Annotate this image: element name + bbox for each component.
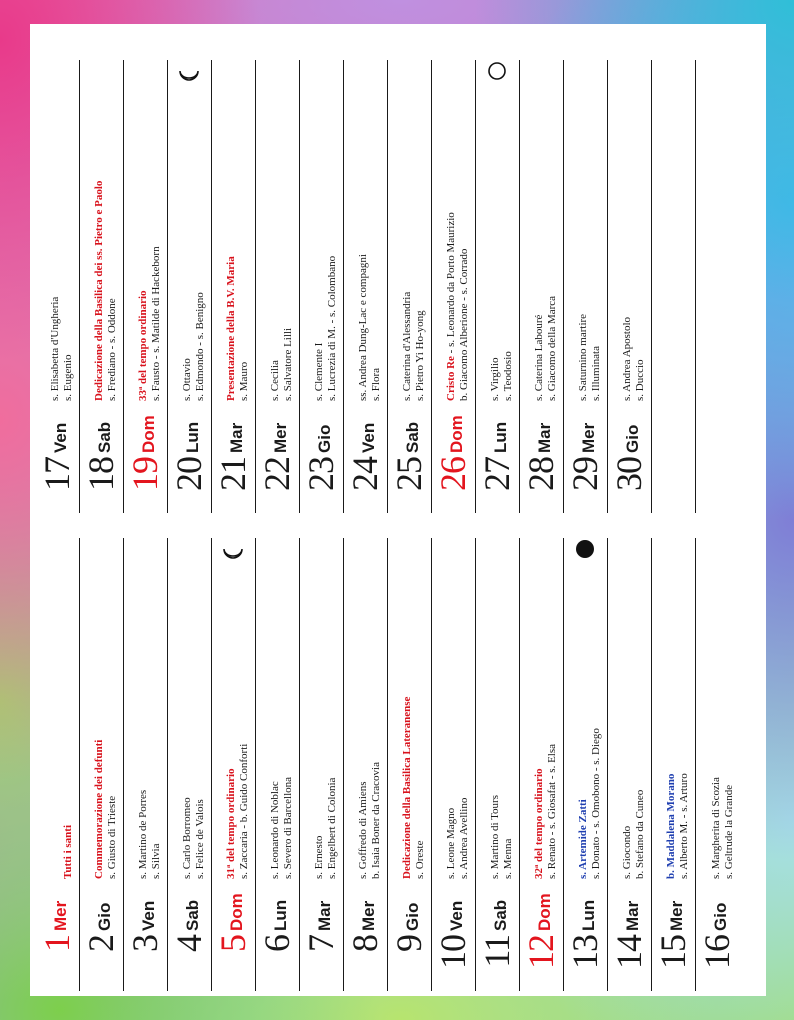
- saints-list: [665, 773, 691, 879]
- saints-list: [357, 254, 383, 401]
- saints-list: [489, 351, 515, 401]
- day-row: [476, 538, 520, 991]
- weekday-label: Dom: [139, 415, 158, 453]
- saint-line: [370, 762, 383, 879]
- day-row: [36, 538, 80, 991]
- saint-name: s. Goffredo di Amiens: [357, 781, 369, 879]
- weekday-label: Sab: [95, 421, 114, 453]
- saint-name: s. Martino de Porres: [137, 789, 149, 879]
- weekday-label: Gio: [95, 902, 114, 931]
- saint-name: s. Leone Magno: [445, 807, 457, 879]
- weekday-label: Gio: [623, 424, 642, 453]
- saint-line: [678, 773, 691, 879]
- saint-line: [445, 798, 458, 879]
- day-row: [476, 60, 520, 513]
- saint-line: [313, 778, 326, 879]
- day-number: 21: [213, 457, 253, 491]
- day-row: [432, 538, 476, 991]
- saint-name: s. Clemente I: [313, 342, 325, 401]
- day-number: 14: [609, 935, 649, 969]
- saint-name: b. Isaia Boner da Cracovia: [370, 762, 382, 879]
- saint-line: [194, 292, 207, 401]
- saint-line: [621, 317, 634, 401]
- weekday-label: Lun: [579, 899, 598, 931]
- day-number: 26: [433, 457, 473, 491]
- beatified-name: b. Maddalena Morano: [665, 773, 677, 879]
- saint-name: s. Saturnino martire: [577, 313, 589, 401]
- saint-name: b. Stefano da Cuneo: [634, 789, 646, 879]
- day-row: [520, 60, 564, 513]
- day-number: 10: [433, 935, 473, 969]
- day-number: 5: [213, 935, 253, 952]
- saint-line: [502, 351, 515, 401]
- column-days-1-16: [36, 538, 748, 991]
- saint-line: [106, 181, 119, 401]
- saints-list: [137, 790, 163, 879]
- day-row: [344, 60, 388, 513]
- weekday-label: Gio: [403, 902, 422, 931]
- saints-list: [93, 181, 119, 401]
- feast-name: Tutti i santi: [62, 824, 74, 879]
- day-number: 16: [697, 935, 737, 969]
- day-row: [520, 538, 564, 991]
- saint-line: [238, 744, 251, 879]
- weekday-label: Ven: [359, 422, 378, 453]
- saints-list: [577, 728, 603, 879]
- saint-name: s. Donato - s. Omobono - s. Diego: [590, 728, 602, 879]
- day-number: 9: [389, 935, 429, 952]
- day-number: 17: [37, 457, 77, 491]
- saints-list: [313, 778, 339, 879]
- saint-name: s. Mauro: [238, 361, 250, 401]
- day-row: [564, 60, 608, 513]
- day-row: [432, 60, 476, 513]
- saint-line: [546, 744, 559, 879]
- day-row: [168, 538, 212, 991]
- day-number: 7: [301, 935, 341, 952]
- saints-list: [621, 790, 647, 879]
- day-number: 29: [565, 457, 605, 491]
- saints-list: [225, 256, 251, 401]
- last-quarter-moon-icon: [222, 538, 244, 560]
- day-row: [388, 60, 432, 513]
- day-row: [256, 538, 300, 991]
- day-row: [300, 538, 344, 991]
- beatified-name: s. Artemide Zatti: [577, 799, 589, 879]
- feast-name: Dedicazione della Basilica dei ss. Pietro e Paolo: [93, 180, 105, 401]
- weekday-label: Mer: [359, 900, 378, 931]
- day-number: 11: [477, 935, 517, 968]
- saint-line: [62, 825, 75, 879]
- saints-list: [533, 744, 559, 879]
- saint-line: [370, 254, 383, 401]
- saint-line: [269, 328, 282, 401]
- day-number: 22: [257, 457, 297, 491]
- saint-line: [445, 212, 458, 401]
- saint-name: s. Andrea Apostolo: [621, 316, 633, 401]
- saint-line: [326, 256, 339, 401]
- day-number: 12: [521, 935, 561, 969]
- day-number: 30: [609, 457, 649, 491]
- day-row: [652, 538, 696, 991]
- saints-list: [313, 256, 339, 401]
- saints-list: [137, 246, 163, 401]
- saint-name: s. Eugenio: [62, 354, 74, 401]
- day-number: 3: [125, 935, 165, 952]
- saint-name: s. Caterina Labouré: [533, 314, 545, 401]
- day-number: 28: [521, 457, 561, 491]
- saints-list: [357, 762, 383, 879]
- feast-name: 32ª del tempo ordinario: [533, 768, 545, 879]
- saint-name: s. Renato - s. Giosafat - s. Elsa: [546, 743, 558, 879]
- full-moon-icon: [486, 60, 508, 82]
- day-number: 6: [257, 935, 297, 952]
- saints-list: [577, 314, 603, 401]
- saint-name: s. Silvia: [150, 843, 162, 879]
- saints-list: [445, 798, 471, 879]
- day-row: [608, 538, 652, 991]
- day-number: 1: [37, 935, 77, 952]
- saints-list: [269, 328, 295, 401]
- weekday-label: Mar: [623, 900, 642, 931]
- saint-name: s. Fausto - s. Matilde di Hackeborn: [150, 246, 162, 401]
- weekday-label: Dom: [447, 415, 466, 453]
- day-row: [80, 538, 124, 991]
- saint-line: [458, 212, 471, 401]
- saints-list: [401, 697, 427, 879]
- day-row: [36, 60, 80, 513]
- weekday-label: Mar: [535, 422, 554, 453]
- day-number: 25: [389, 457, 429, 491]
- day-row: [168, 60, 212, 513]
- saint-name: s. Severo di Barcellona: [282, 776, 294, 879]
- day-number: 15: [653, 935, 693, 969]
- saint-line: [458, 798, 471, 879]
- day-number: 18: [81, 457, 121, 491]
- saint-line: [502, 795, 515, 879]
- saint-line: [533, 744, 546, 879]
- saint-line: [194, 797, 207, 879]
- saints-list: [225, 744, 251, 879]
- day-row: [564, 538, 608, 991]
- saint-name: s. Alberto M. - s. Arturo: [678, 773, 690, 879]
- saint-line: [401, 697, 414, 879]
- saint-line: [106, 740, 119, 879]
- saint-name: s. Ernesto: [313, 835, 325, 879]
- saints-list: [710, 777, 736, 879]
- saint-line: [621, 790, 634, 879]
- saint-line: [533, 296, 546, 401]
- saint-name: s. Salvatore Lilli: [282, 327, 294, 401]
- weekday-label: Gio: [711, 902, 730, 931]
- day-number: 8: [345, 935, 385, 952]
- saint-line: [634, 317, 647, 401]
- saint-line: [49, 297, 62, 401]
- calendar-rotated: [36, 41, 748, 991]
- day-number: 23: [301, 457, 341, 491]
- day-row: [344, 538, 388, 991]
- saint-line: [181, 797, 194, 879]
- saint-name: s. Giusto di Trieste: [106, 795, 118, 879]
- weekday-label: Sab: [183, 899, 202, 931]
- weekday-label: Mar: [227, 422, 246, 453]
- saint-name: s. Illuminata: [590, 346, 602, 401]
- day-number: 2: [81, 935, 121, 952]
- weekday-label: Dom: [227, 893, 246, 931]
- weekday-label: Gio: [315, 424, 334, 453]
- day-row: [696, 538, 740, 991]
- saint-name: s. Andrea Avellino: [458, 797, 470, 879]
- saint-line: [414, 697, 427, 879]
- saint-line: [489, 795, 502, 879]
- saint-name: b. Giacomo Alberione - s. Corrado: [458, 248, 470, 401]
- day-row: [696, 60, 740, 513]
- saint-line: [710, 777, 723, 879]
- weekday-label: Lun: [491, 421, 510, 453]
- saint-name: s. Teodosio: [502, 351, 514, 401]
- saint-line: [93, 740, 106, 879]
- saint-line: [577, 314, 590, 401]
- day-number: 13: [565, 935, 605, 969]
- weekday-label: Lun: [183, 421, 202, 453]
- saint-name: s. Felice de Valois: [194, 799, 206, 879]
- day-row: [652, 60, 696, 513]
- saint-name: s. Oreste: [414, 840, 426, 879]
- saint-line: [137, 790, 150, 879]
- saint-line: [150, 246, 163, 401]
- saints-list: [401, 292, 427, 401]
- saints-list: [445, 212, 471, 401]
- weekday-label: Mer: [579, 422, 598, 453]
- saint-name: s. Ottavio: [181, 358, 193, 401]
- saint-line: [225, 256, 238, 401]
- saint-line: [326, 778, 339, 879]
- saint-line: [137, 246, 150, 401]
- weekday-label: Lun: [271, 899, 290, 931]
- feast-name: Dedicazione della Basilica Lateranense: [401, 696, 413, 879]
- saint-line: [357, 254, 370, 401]
- saint-name: s. Giacomo della Marca: [546, 295, 558, 401]
- feast-name: Commemorazione dei defunti: [93, 739, 105, 879]
- saint-name: s. Engelbert di Colonia: [326, 777, 338, 879]
- day-row: [608, 60, 652, 513]
- weekday-label: Sab: [403, 421, 422, 453]
- day-row: [256, 60, 300, 513]
- saints-list: [181, 797, 207, 879]
- day-row: [124, 60, 168, 513]
- saint-line: [590, 314, 603, 401]
- saint-line: [590, 728, 603, 879]
- saint-name: s. Lucrezia di M. - s. Colombano: [326, 255, 338, 401]
- day-number: 20: [169, 457, 209, 491]
- saint-line: [489, 351, 502, 401]
- weekday-label: Sab: [491, 899, 510, 931]
- saints-list: [62, 825, 75, 879]
- day-number: 19: [125, 457, 165, 491]
- day-row: [300, 60, 344, 513]
- saint-line: [414, 292, 427, 401]
- column-days-17-30: [36, 60, 748, 513]
- day-number: 4: [169, 935, 209, 952]
- saints-list: [533, 296, 559, 401]
- saint-line: [357, 762, 370, 879]
- saint-name: s. Pietro Yi Ho-yong: [414, 310, 426, 401]
- saint-line: [401, 292, 414, 401]
- feast-name: 33ª del tempo ordinario: [137, 290, 149, 401]
- saint-name: s. Leonardo di Noblac: [269, 781, 281, 879]
- saint-line: [269, 777, 282, 879]
- saint-line: [313, 256, 326, 401]
- saint-name: s. Virgilio: [489, 357, 501, 401]
- saints-list: [49, 297, 75, 401]
- saint-line: [181, 292, 194, 401]
- saint-line: [238, 256, 251, 401]
- saint-line: [150, 790, 163, 879]
- saint-line: [665, 773, 678, 879]
- new-moon-icon: [574, 538, 596, 560]
- weekday-label: Mer: [667, 900, 686, 931]
- saints-list: [489, 795, 515, 879]
- saint-name: s. Cecilia: [269, 360, 281, 401]
- saint-line: [62, 297, 75, 401]
- saint-line: [93, 181, 106, 401]
- saint-name: s. Caterina d'Alessandria: [401, 291, 413, 401]
- saint-name: s. Duccio: [634, 359, 646, 401]
- saint-line: [282, 328, 295, 401]
- saints-list: [269, 777, 295, 879]
- feast-name: 31ª del tempo ordinario: [225, 768, 237, 879]
- weekday-label: Ven: [447, 900, 466, 931]
- saint-name: s. Menna: [502, 838, 514, 879]
- saint-line: [282, 777, 295, 879]
- weekday-label: Ven: [139, 900, 158, 931]
- saint-line: [225, 744, 238, 879]
- saint-line: [577, 728, 590, 879]
- saint-name: s. Margherita di Scozia: [710, 777, 722, 879]
- saints-list: [621, 317, 647, 401]
- saints-list: [181, 292, 207, 401]
- saint-name: - s. Leonardo da Porto Maurizio: [445, 212, 457, 357]
- saint-line: [634, 790, 647, 879]
- weekday-label: Mer: [51, 900, 70, 931]
- weekday-label: Dom: [535, 893, 554, 931]
- saint-name: s. Zaccaria - b. Guido Conforti: [238, 743, 250, 879]
- day-row: [124, 538, 168, 991]
- weekday-label: Ven: [51, 422, 70, 453]
- saint-name: s. Martino di Tours: [489, 795, 501, 879]
- day-row: [80, 60, 124, 513]
- feast-name: Cristo Re: [445, 356, 457, 401]
- saint-name: s. Flora: [370, 368, 382, 401]
- day-number: 24: [345, 457, 385, 491]
- saint-name: s. Frediano - s. Oddone: [106, 298, 118, 401]
- day-row: [388, 538, 432, 991]
- day-row: [212, 538, 256, 991]
- saint-name: ss. Andrea Dung-Lac e compagni: [357, 254, 369, 401]
- saint-name: s. Elisabetta d'Ungheria: [49, 296, 61, 401]
- saint-line: [723, 777, 736, 879]
- feast-name: Presentazione della B.V. Maria: [225, 256, 237, 401]
- saint-name: s. Geltrude la Grande: [723, 784, 735, 879]
- weekday-label: Mar: [315, 900, 334, 931]
- weekday-label: Mer: [271, 422, 290, 453]
- saint-name: s. Edmondo - s. Benigno: [194, 292, 206, 401]
- first-quarter-moon-icon: [178, 60, 200, 82]
- saint-line: [546, 296, 559, 401]
- saint-name: s. Giocondo: [621, 825, 633, 879]
- day-number: 27: [477, 457, 517, 491]
- day-row: [212, 60, 256, 513]
- saint-name: s. Carlo Borromeo: [181, 797, 193, 879]
- saints-list: [93, 740, 119, 879]
